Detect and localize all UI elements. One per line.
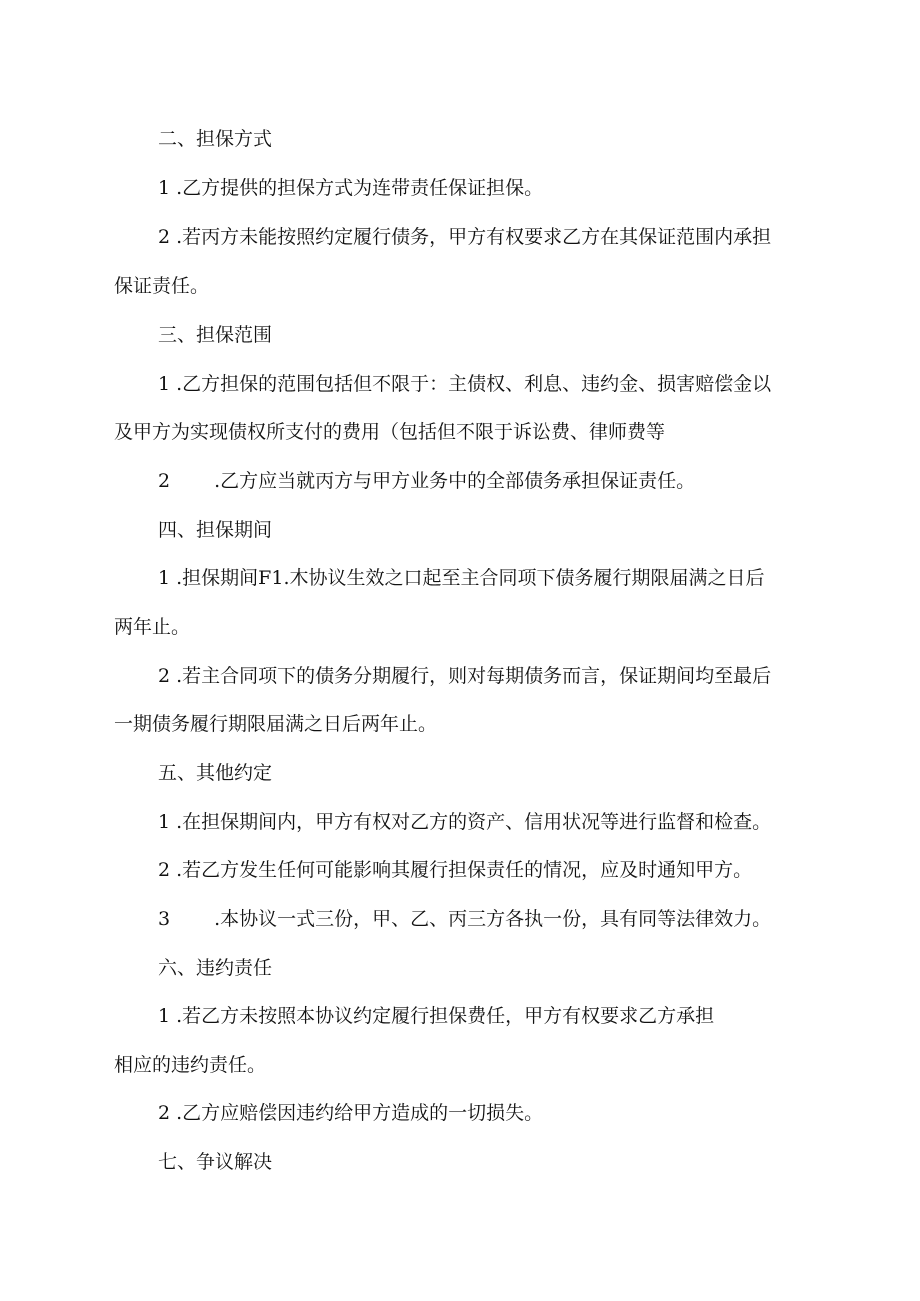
clause-6-1-line1: 1 .若乙方未按照本协议约定履行担保费任，甲方有权要求乙方承担 (158, 1005, 715, 1027)
clause-2-2-line1: 2 .若丙方未能按照约定履行债务，甲方有权要求乙方在其保证范围内承担 (158, 226, 772, 248)
section-heading-breach-liability: 六、违约责任 (158, 957, 273, 979)
clause-4-1-line2: 两年止。 (114, 616, 191, 638)
clause-5-3 (158, 907, 771, 931)
section-heading-guarantee-period: 四、担保期间 (158, 519, 273, 541)
section-heading-dispute-resolution: 七、争议解决 (158, 1151, 273, 1173)
section-heading-other-terms: 五、其他约定 (158, 762, 273, 784)
clause-5-2: 2 .若乙方发生任何可能影响其履行担保责任的情况，应及时通知甲方。 (158, 859, 753, 881)
clause-5-3-text: .本协议一式三份，甲、乙、丙三方各执一份，具有同等法律效力。 (214, 908, 772, 930)
clause-3-1-line1: 1 .乙方担保的范围包括但不限于：主债权、利息、违约金、损害赔偿金以 (158, 373, 772, 395)
clause-3-2-number: 2 (158, 470, 171, 492)
clause-5-1: 1 .在担保期间内，甲方有权对乙方的资产、信用状况等进行监督和检查。 (158, 811, 772, 833)
clause-4-2-line1: 2 .若主合同项下的债务分期履行，则对每期债务而言，保证期间均至最后 (158, 665, 772, 687)
clause-6-2: 2 .乙方应赔偿因违约给甲方造成的一切损失。 (158, 1102, 544, 1124)
clause-4-2-line2: 一期债务履行期限届满之日后两年止。 (114, 713, 438, 735)
clause-2-2-line2: 保证责任。 (114, 275, 210, 297)
clause-6-1-line2: 相应的违约责任。 (114, 1054, 267, 1076)
clause-5-3-number: 3 (158, 908, 171, 930)
clause-2-1: 1 .乙方提供的担保方式为连带责任保证担保。 (158, 177, 544, 199)
section-heading-guarantee-scope: 三、担保范围 (158, 324, 273, 346)
clause-3-2-text: .乙方应当就丙方与甲方业务中的全部债务承担保证责任。 (214, 470, 696, 492)
clause-4-1-line1: 1 .担保期间F1.木协议生效之口起至主合同项下债务履行期限届满之日后 (158, 567, 765, 589)
clause-3-1-line2: 及甲方为实现债权所支付的费用（包括但不限于诉讼费、律师费等 (114, 421, 666, 443)
section-heading-guarantee-method: 二、担保方式 (158, 128, 273, 150)
clause-3-2 (158, 469, 695, 493)
